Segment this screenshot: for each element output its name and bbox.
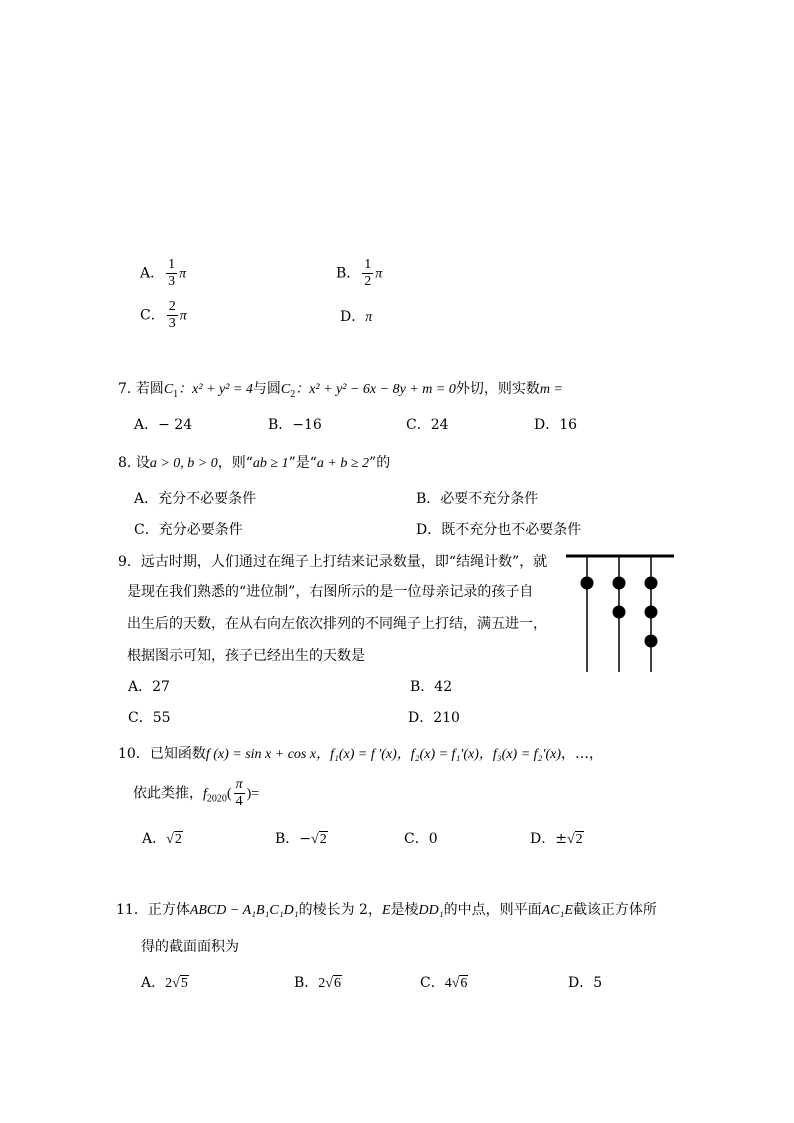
radicand: 6: [333, 976, 341, 991]
q8-option-a: A．充分不必要条件: [134, 491, 257, 507]
denominator: 3: [168, 316, 176, 331]
fraction: [362, 258, 373, 289]
q10-option-d: [530, 828, 584, 848]
q9-option-b: B．42: [410, 679, 453, 695]
q9-option-a: A．27: [128, 679, 170, 695]
circle-c1: C: [163, 382, 174, 397]
coefficient: 2: [165, 976, 173, 991]
question-number: 7.: [118, 381, 136, 397]
circle-c2: C: [280, 382, 291, 397]
edge-dd1: DD₁: [418, 903, 444, 918]
question-number: 10．: [118, 746, 150, 762]
stem-text: ”的: [369, 455, 391, 471]
q9-option-c: C．55: [128, 710, 171, 726]
option-label: A．: [140, 265, 165, 282]
q11-option-a: [141, 972, 189, 992]
cube-name: ABCD − A₁B₁C₁D₁: [189, 903, 299, 918]
q10-stem: [118, 743, 603, 763]
sqrt: √2: [566, 832, 583, 847]
q11-stem: [116, 899, 657, 919]
radicand: 2: [575, 832, 583, 847]
function-f3: ，f₃(x) = f₂′(x): [478, 747, 562, 762]
question-number: 8.: [118, 455, 136, 471]
q11-option-c: [420, 972, 468, 992]
pi-symbol: π: [365, 310, 373, 325]
q7-option-a: A．− 24: [134, 417, 193, 433]
knot: [645, 635, 658, 648]
stem-text: 依此类推，: [133, 785, 203, 802]
q10-option-c: C．0: [404, 831, 438, 847]
subscript: 2: [290, 388, 296, 400]
q9-line-2: 是现在我们熟悉的“进位制”，右图所示的是一位母亲记录的孩子自: [127, 584, 534, 600]
q7-option-b: B．−16: [268, 417, 322, 433]
function-f1: ，f₁(x) = f ′(x): [316, 747, 397, 762]
knot: [581, 577, 594, 590]
knot: [645, 577, 658, 590]
stem-text: 已知函数: [149, 746, 206, 762]
variable-m: m =: [539, 382, 563, 397]
stem-text: ，…，: [561, 746, 604, 762]
knot: [613, 577, 626, 590]
stem-text: 与圆: [252, 381, 281, 397]
q9-line-3: 出生后的天数，在从右向左依次排列的不同绳子上打结，满五进一，: [127, 616, 547, 632]
plane-ac1e: AC₁E: [541, 903, 573, 918]
stem-text: 正方体: [147, 902, 190, 918]
radicand: 2: [319, 832, 327, 847]
denominator: 2: [364, 274, 372, 289]
condition: a > 0, b > 0: [149, 456, 218, 471]
stem-text: 截该正方体所: [572, 902, 657, 918]
q6-option-a: [140, 258, 186, 289]
sign: −: [299, 831, 312, 847]
radicand: 6: [460, 976, 468, 991]
equation-2: ：x² + y² − 6x − 8y + m = 0: [295, 382, 456, 397]
numerator: 1: [364, 257, 372, 272]
q9-line-1: [118, 551, 547, 571]
subscript: 1: [173, 388, 179, 400]
fraction: [167, 300, 178, 331]
fraction: [166, 258, 177, 289]
numerator: π: [235, 777, 243, 792]
q8-stem: [118, 452, 390, 472]
q7-option-d: D．16: [534, 417, 578, 433]
numerator: 1: [168, 257, 176, 272]
q6-option-d: [340, 306, 372, 326]
point-e: E: [381, 903, 391, 918]
question-number: 11．: [116, 902, 148, 918]
option-label: A．: [142, 831, 167, 847]
radicand: 5: [180, 976, 188, 991]
q6-option-b: [336, 258, 382, 289]
equals: =: [251, 786, 260, 802]
knot: [645, 606, 658, 619]
pi-symbol: π: [179, 308, 187, 324]
q9-option-d: D．210: [408, 710, 460, 726]
q8-option-d: D．既不充分也不必要条件: [416, 522, 582, 538]
q10-option-a: [142, 828, 183, 848]
q10-option-b: [275, 828, 328, 848]
radicand: 2: [174, 832, 182, 847]
coefficient: 2: [318, 976, 326, 991]
stem-text: 是棱: [390, 902, 419, 918]
fraction: [234, 778, 245, 809]
option-label: D．: [530, 831, 556, 847]
equation-1: ：x² + y² = 4: [178, 382, 253, 397]
function-f: f (x) = sin x + cos x: [205, 747, 317, 762]
stem-text: 若圆: [135, 381, 164, 397]
sqrt: √2: [166, 832, 182, 847]
sqrt: √6: [451, 976, 468, 991]
stem-text: 远古时期，人们通过在绳子上打结来记录数量，即“结绳计数”，就: [140, 554, 548, 570]
q9-line-4: 根据图示可知，孩子已经出生的天数是: [127, 648, 365, 664]
sqrt: √6: [325, 976, 341, 991]
sign: ±: [555, 831, 567, 847]
function-fn: f: [203, 786, 207, 802]
option-label: A．: [141, 975, 166, 991]
pi-symbol: π: [179, 266, 187, 282]
stem-text: 外切，则实数: [455, 381, 540, 397]
option-label: B．: [336, 265, 361, 282]
option-label: B．: [275, 831, 300, 847]
option-label: B．: [294, 975, 319, 991]
stem-text: ”是“: [288, 455, 317, 471]
q11-option-d: D．5: [568, 975, 603, 991]
q10-stem-2: 依此类推，$f_{2020}$( $\frac{\pi}{4}$ )=: [133, 777, 260, 809]
stem-text: 设: [135, 455, 150, 471]
pi-symbol: π: [375, 266, 383, 282]
function-f2: ，f₂(x) = f₁′(x): [396, 747, 479, 762]
q8-option-c: C．充分必要条件: [134, 522, 243, 538]
q7-stem: [118, 378, 563, 400]
q11-option-b: [294, 972, 342, 992]
question-number: 9．: [118, 554, 141, 570]
q8-option-b: B．必要不充分条件: [416, 491, 539, 507]
subscript: 2020: [206, 793, 227, 805]
numerator: 2: [168, 299, 176, 314]
stem-text: 的中点，则平面: [443, 902, 542, 918]
option-label: C．: [420, 975, 445, 991]
coefficient: 4: [444, 976, 452, 991]
denominator: 3: [168, 274, 176, 289]
sqrt: √5: [172, 976, 188, 991]
knot-diagram: [560, 548, 680, 676]
stem-text: 的棱长为 2，: [298, 902, 382, 918]
proposition-1: ab ≥ 1: [252, 456, 289, 471]
knot: [613, 606, 626, 619]
denominator: 4: [235, 794, 243, 809]
option-label: D．: [340, 309, 366, 325]
proposition-2: a + b ≥ 2: [316, 456, 370, 471]
q11-stem-2: 得的截面面积为: [141, 939, 239, 955]
q7-option-c: C．24: [406, 417, 449, 433]
q6-option-c: [140, 300, 187, 331]
option-label: C．: [140, 307, 165, 324]
sqrt: √2: [311, 832, 327, 847]
stem-text: ，则“: [217, 455, 253, 471]
